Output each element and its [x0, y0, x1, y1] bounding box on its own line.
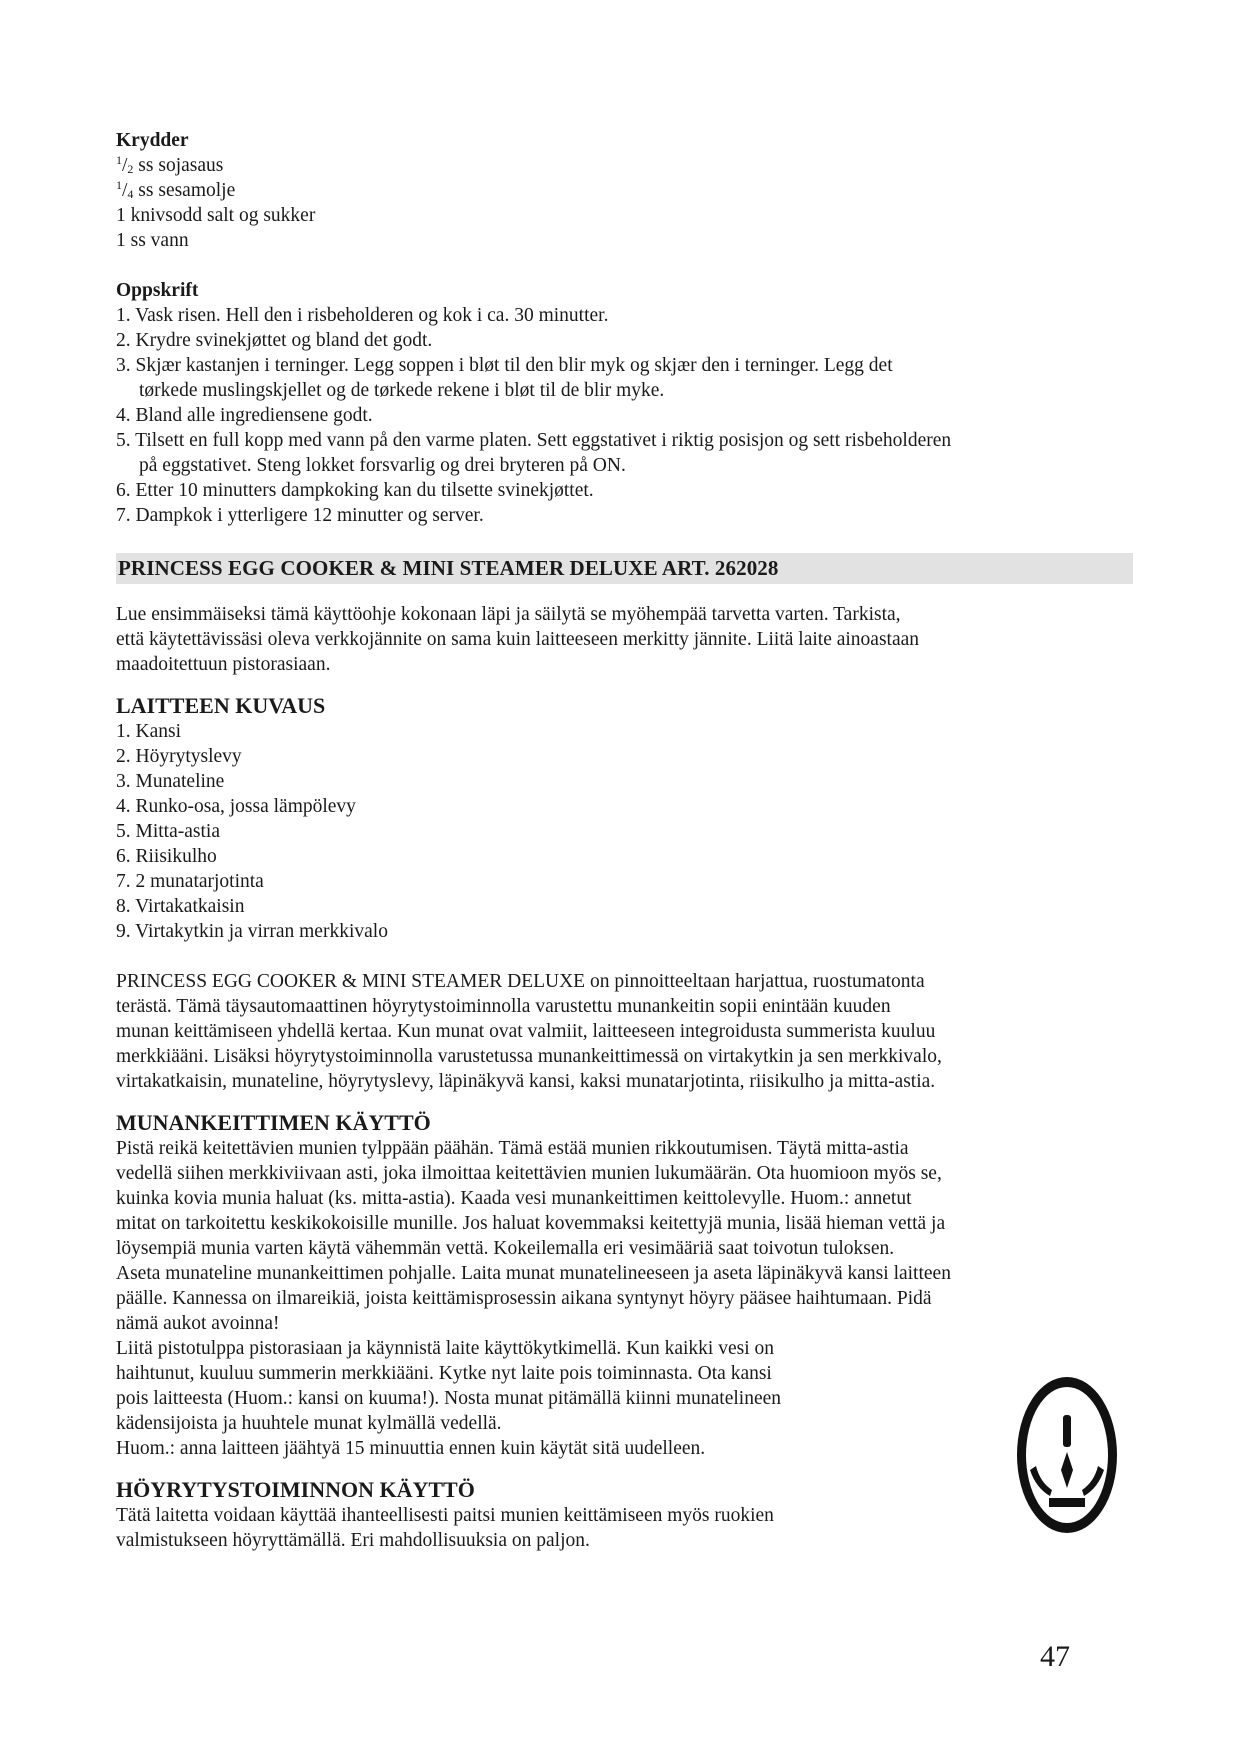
usage-line: haihtunut, kuuluu summerin merkkiääni. Kytke nyt laite pois toiminnasta. Ota kansi: [116, 1363, 772, 1384]
steam-line: Tätä laitetta voidaan käyttää ihanteellisesti paitsi munien keittämiseen myös ruokien: [116, 1505, 774, 1526]
part-item: 3. Munateline: [116, 771, 225, 792]
recipe-step: på eggstativet. Steng lokket forsvarlig og drei bryteren på ON.: [139, 455, 626, 476]
product-text-line: virtakatkaisin, munateline, höyrytyslevy, läpinäkyvä kansi, kaksi munatarjotinta, riisikulho ja mitta-astia.: [116, 1071, 936, 1092]
usage-title: MUNANKEITTIMEN KÄYTTÖ: [116, 1110, 431, 1135]
usage-line: Huom.: anna laitteen jäähtyä 15 minuuttia ennen kuin käytät sitä uudelleen.: [116, 1438, 706, 1459]
product-banner: PRINCESS EGG COOKER & MINI STEAMER DELUXE ART. 262028: [116, 553, 1133, 584]
recipe-step: 2. Krydre svinekjøttet og bland det godt.: [116, 330, 433, 351]
usage-line: päälle. Kannessa on ilmareikiä, joista keittämisprosessin aikana syntynyt höyry pääsee haihtumaan. Pidä: [116, 1288, 932, 1309]
recipe-step: tørkede muslingskjellet og de tørkede rekene i bløt til de blir myke.: [139, 380, 665, 401]
intro-line: Lue ensimmäiseksi tämä käyttöohje kokonaan läpi ja säilytä se myöhempää tarvetta varten. Tarkista,: [116, 604, 901, 625]
product-text-line: terästä. Tämä täysautomaattinen höyrytystoiminnolla varustettu munankeitin sopii enintään kuuden: [116, 996, 891, 1017]
usage-line: mitat on tarkoitettu keskikokoisille munille. Jos haluat kovemmaksi keitettyjä munia, lisää hieman vettä ja: [116, 1213, 946, 1234]
part-item: 4. Runko-osa, jossa lämpölevy: [116, 796, 356, 817]
part-item: 1. Kansi: [116, 721, 181, 742]
part-item: 8. Virtakatkaisin: [116, 896, 245, 917]
recipe-step: 6. Etter 10 minutters dampkoking kan du tilsette svinekjøttet.: [116, 480, 594, 501]
product-text-line: PRINCESS EGG COOKER & MINI STEAMER DELUXE on pinnoitteeltaan harjattua, ruostumatonta: [116, 971, 925, 992]
usage-line: Liitä pistotulppa pistorasiaan ja käynnistä laite käyttökytkimellä. Kun kaikki vesi on: [116, 1338, 774, 1359]
usage-line: kuinka kovia munia haluat (ks. mitta-astia). Kaada vesi munankeittimen keittolevylle. Huom.: annetut: [116, 1188, 912, 1209]
product-text-line: merkkiääni. Lisäksi höyrytystoiminnolla varustetussa munankeittimessä on virtakytkin ja sen merkkivalo,: [116, 1046, 942, 1067]
recipe-step: 4. Bland alle ingrediensene godt.: [116, 405, 373, 426]
page-content: [116, 128, 1136, 1553]
product-text-line: munan keittämiseen yhdellä kertaa. Kun munat ovat valmiit, laitteeseen integroidusta summerista kuuluu: [116, 1021, 936, 1042]
usage-line: Aseta munateline munankeittimen pohjalle. Laita munat munatelineeseen ja aseta läpinäkyvä kansi laitteen: [116, 1263, 951, 1284]
usage-line: löysempiä munia varten käytä vähemmän vettä. Kokeilemalla eri vesimääriä saat toivotun tuloksen.: [116, 1238, 895, 1259]
recipe-step: 3. Skjær kastanjen i terninger. Legg soppen i bløt til den blir myk og skjær den i terninger. Legg det: [116, 355, 893, 376]
recipe-title: Oppskrift: [116, 280, 199, 301]
steam-line: valmistukseen höyryttämällä. Eri mahdollisuuksia on paljon.: [116, 1530, 590, 1551]
steam-title: HÖYRYTYSTOIMINNON KÄYTTÖ: [116, 1477, 475, 1502]
description-title: LAITTEEN KUVAUS: [116, 693, 326, 718]
usage-line: Pistä reikä keitettävien munien tylppään päähän. Tämä estää munien rikkoutumisen. Täytä mitta-astia: [116, 1138, 909, 1159]
page-number: 47: [1040, 1640, 1070, 1673]
spice-item: 1 ss vann: [116, 230, 189, 251]
usage-line: vedellä siihen merkkiviivaan asti, joka ilmoittaa keitettävien munien lukumäärän. Ota huomioon myös se,: [116, 1163, 942, 1184]
spice-item: $^1/_4$ ss sesamolje: [116, 178, 236, 201]
part-item: 2. Höyrytyslevy: [116, 746, 242, 767]
intro-line: maadoitettuun pistorasiaan.: [116, 654, 331, 675]
spices-title: Krydder: [116, 130, 189, 151]
part-item: 5. Mitta-astia: [116, 821, 220, 842]
usage-line: kädensijoista ja huuhtele munat kylmällä vedellä.: [116, 1413, 502, 1434]
part-item: 6. Riisikulho: [116, 846, 217, 867]
part-item: 9. Virtakytkin ja virran merkkivalo: [116, 921, 388, 942]
usage-line: pois laitteesta (Huom.: kansi on kuuma!). Nosta munat pitämällä kiinni munatelineen: [116, 1388, 782, 1409]
usage-line: nämä aukot avoinna!: [116, 1313, 280, 1334]
recipe-step: 5. Tilsett en full kopp med vann på den varme platen. Sett eggstativet i riktig posisjon og sett risbeholderen: [116, 430, 952, 451]
intro-line: että käytettävissäsi oleva verkkojännite on sama kuin laitteeseen merkitty jännite. Liitä laite ainoastaan: [116, 629, 920, 650]
recipe-step: 1. Vask risen. Hell den i risbeholderen og kok i ca. 30 minutter.: [116, 305, 609, 326]
steam-function-icon: [1012, 1370, 1122, 1540]
part-item: 7. 2 munatarjotinta: [116, 871, 264, 892]
recipe-step: 7. Dampkok i ytterligere 12 minutter og server.: [116, 505, 484, 526]
spice-item: 1 knivsodd salt og sukker: [116, 205, 316, 226]
spice-item: $^1/_2$ ss sojasaus: [116, 153, 224, 176]
